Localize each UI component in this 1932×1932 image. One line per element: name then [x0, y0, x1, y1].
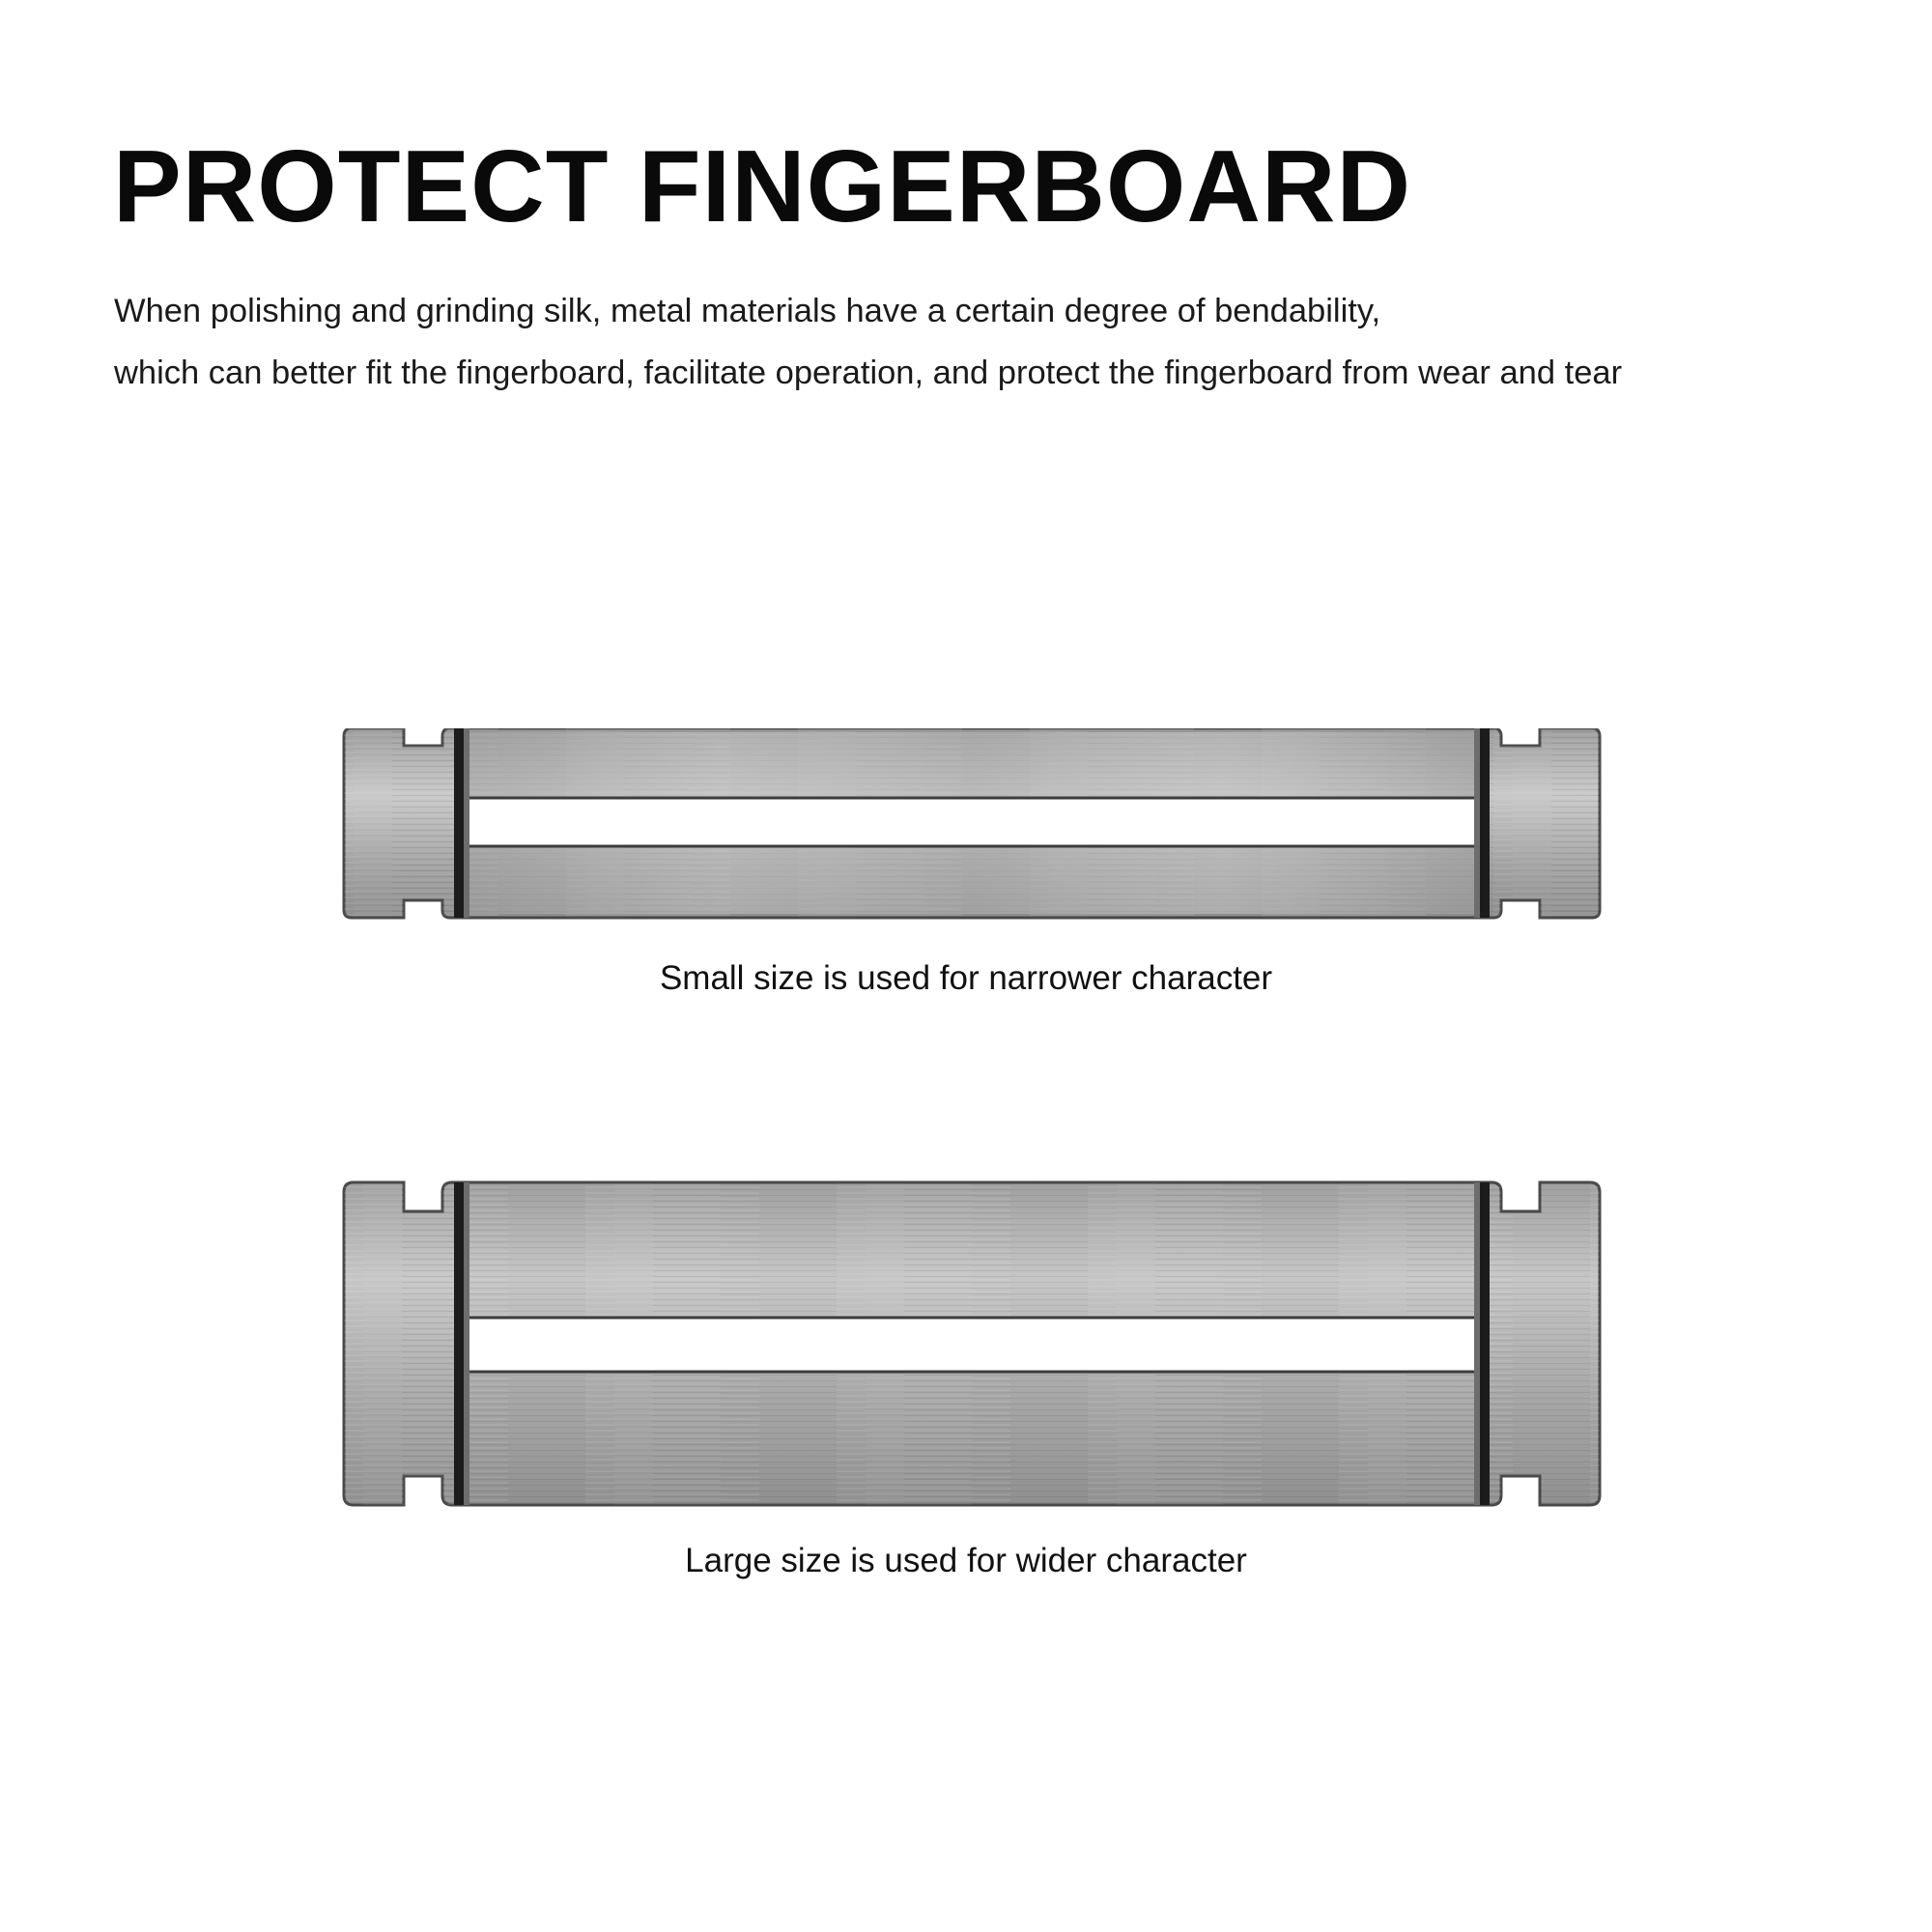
- protector-slot: [462, 798, 1482, 846]
- description-line-2: which can better fit the fingerboard, facilitate operation, and protect the fingerboard from wear and tear: [114, 355, 1623, 391]
- right-groove: [1480, 728, 1490, 918]
- description-text: [114, 280, 1622, 404]
- small-fret-protector-illustration: [334, 728, 1609, 927]
- left-groove: [454, 728, 464, 918]
- page-title: PROTECT FINGERBOARD: [113, 129, 1411, 243]
- description-line-1: When polishing and grinding silk, metal materials have a certain degree of bendability,: [114, 293, 1381, 329]
- small-fret-protector-image: [334, 728, 1609, 927]
- large-fret-protector-image: [334, 1180, 1609, 1511]
- large-size-caption: Large size is used for wider character: [685, 1542, 1247, 1579]
- large-fret-protector-illustration: [334, 1180, 1609, 1511]
- left-groove: [454, 1182, 464, 1505]
- right-groove: [1480, 1182, 1490, 1505]
- small-size-caption: Small size is used for narrower character: [659, 959, 1273, 997]
- protector-slot: [466, 1318, 1480, 1372]
